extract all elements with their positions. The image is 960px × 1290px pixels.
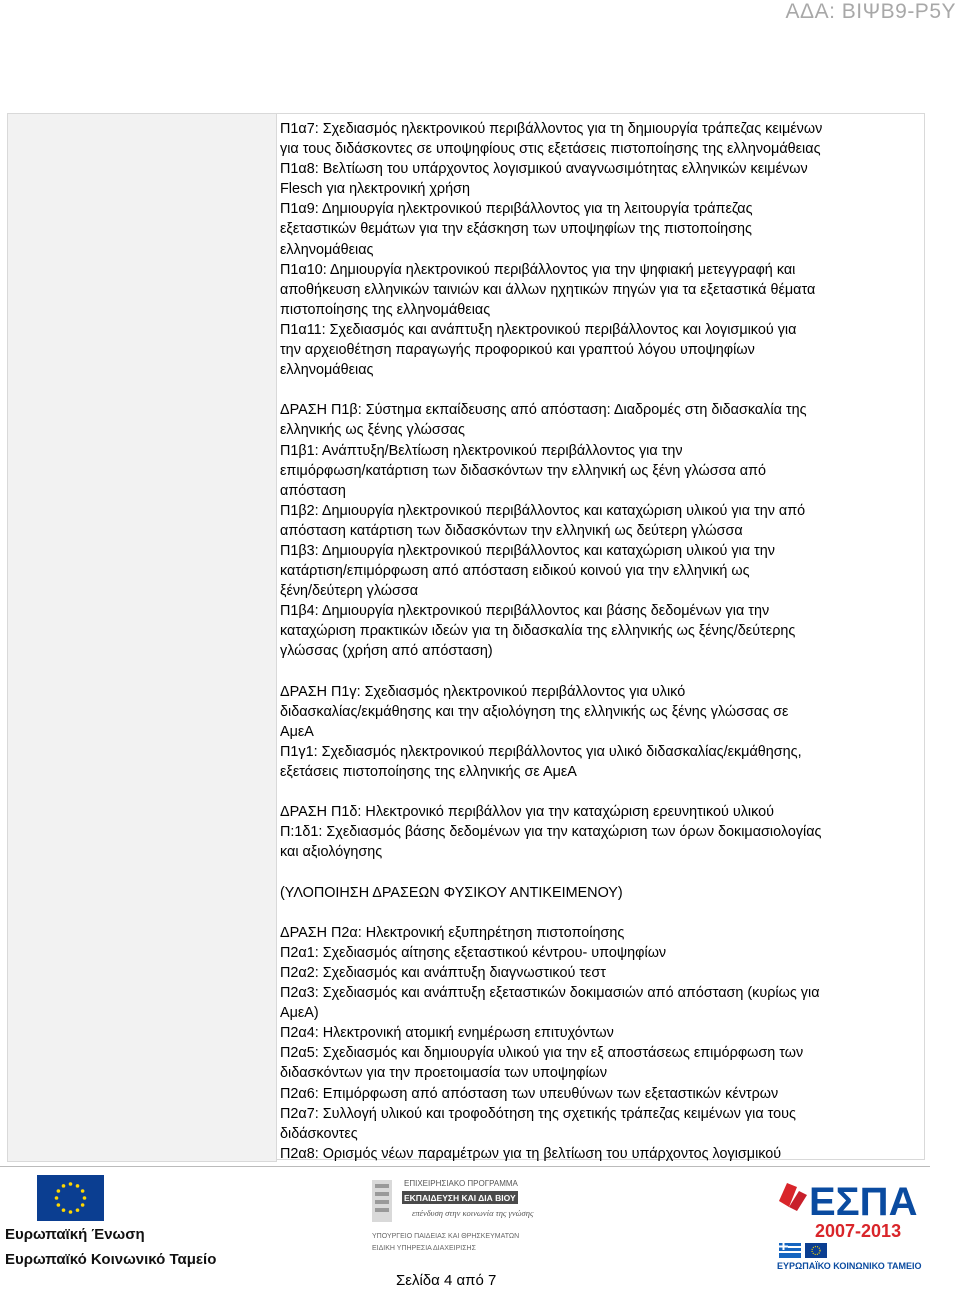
espa-years: 2007-2013	[815, 1221, 902, 1241]
eu-star-icon	[57, 1189, 61, 1193]
document-line: Π2α4: Ηλεκτρονική ατομική ενημέρωση επιτυχόντων	[280, 1025, 614, 1042]
eu-star-icon	[62, 1184, 66, 1188]
document-line: ελληνικής ως ξένης γλώσσας	[280, 422, 465, 439]
logo-line-4: ΥΠΟΥΡΓΕΙΟ ΠΑΙΔΕΙΑΣ ΚΑΙ ΘΡΗΣΚΕΥΜΑΤΩΝ	[372, 1233, 520, 1240]
document-line: ΑμεΑ	[280, 723, 314, 740]
eu-star-icon	[76, 1208, 80, 1212]
eu-star-icon	[69, 1182, 73, 1186]
document-line: καταχώριση πρακτικών ιδεών για τη διδασκαλία της ελληνικής ως ξένης/δεύτερης	[280, 623, 796, 640]
eu-star-icon	[62, 1208, 66, 1212]
document-line: Π2α2: Σχεδιασμός και ανάπτυξη διαγνωστικού τεστ	[280, 964, 606, 981]
document-line: Π2α1: Σχεδιασμός αίτησης εξεταστικού κέντρου- υποψηφίων	[280, 944, 667, 961]
espa-fund-label: ΕΥΡΩΠΑΪΚΟ ΚΟΙΝΩΝΙΚΟ ΤΑΜΕΙΟ	[777, 1261, 922, 1271]
eu-star-icon	[76, 1184, 80, 1188]
blank-line	[280, 662, 920, 682]
eu-star-icon	[81, 1203, 85, 1207]
document-line: Flesch για ηλεκτρονική χρήση	[280, 181, 470, 198]
document-line: Π1α10: Δημιουργία ηλεκτρονικού περιβάλλοντος για την ψηφιακή μετεγγραφή και	[280, 261, 796, 278]
esf-label: Ευρωπαϊκό Κοινωνικό Ταμείο	[5, 1251, 217, 1268]
footer-divider	[0, 1166, 930, 1167]
document-line: απόσταση	[280, 482, 346, 499]
eu-star-icon	[83, 1196, 87, 1200]
document-line: διδασκόντων για την προετοιμασία των υποψηφίων	[280, 1065, 608, 1082]
eu-star-icon	[69, 1210, 73, 1214]
blank-line	[280, 862, 920, 882]
document-line: (ΥΛΟΠΟΙΗΣΗ ΔΡΑΣΕΩΝ ΦΥΣΙΚΟΥ ΑΝΤΙΚΕΙΜΕΝΟΥ)	[280, 884, 623, 901]
document-line: Π2α8: Ορισμός νέων παραμέτρων για τη βελτίωση του υπάρχοντος λογισμικού	[280, 1145, 782, 1162]
document-line: ΔΡΑΣΗ Π1γ: Σχεδιασμός ηλεκτρονικού περιβάλλοντος για υλικό	[280, 683, 686, 700]
logo-line-5: ΕΙΔΙΚΗ ΥΠΗΡΕΣΙΑ ΔΙΑΧΕΙΡΙΣΗΣ	[372, 1245, 476, 1252]
document-line: Π1β1: Ανάπτυξη/Βελτίωση ηλεκτρονικού περιβάλλοντος για την	[280, 442, 683, 459]
document-line: ΔΡΑΣΗ Π1δ: Ηλεκτρονικό περιβάλλον για την καταχώριση ερευνητικού υλικού	[280, 804, 775, 821]
document-line: κατάρτιση/επιμόρφωση από απόσταση ειδικού κοινού για την ελληνική ως	[280, 563, 750, 580]
document-line: εξετάσεις πιστοποίησης της ελληνικής σε ΑμεΑ	[280, 764, 577, 780]
document-line: επιμόρφωση/κατάρτιση των διδασκόντων την ελληνική ως ξένη γλώσσα από	[280, 462, 767, 479]
document-line: Π2α7: Συλλογή υλικού και τροφοδότηση της σχετικής τράπεζας κειμένων για τους	[280, 1105, 796, 1122]
document-line: διδασκαλίας/εκμάθησης και την αξιολόγηση της ελληνικής ως ξένης γλώσσας σε	[280, 703, 789, 720]
document-line: ΔΡΑΣΗ Π2α: Ηλεκτρονική εξυπηρέτηση πιστοποίησης	[280, 924, 625, 941]
blank-line	[280, 380, 920, 400]
logo-line-1: ΕΠΙΧΕΙΡΗΣΙΑΚΟ ΠΡΟΓΡΑΜΜΑ	[404, 1179, 518, 1188]
document-body	[280, 119, 920, 1164]
document-line: ΔΡΑΣΗ Π1β: Σύστημα εκπαίδευσης από απόσταση: Διαδρομές στη διδασκαλία της	[280, 402, 807, 419]
table-left-cell	[7, 113, 277, 1162]
eu-star-icon	[55, 1196, 59, 1200]
eu-star-icon	[57, 1203, 61, 1207]
document-line: ελληνομάθειας	[280, 362, 374, 379]
document-line: Π1β2: Δημιουργία ηλεκτρονικού περιβάλλοντος και καταχώριση υλικού για την από	[280, 502, 806, 519]
operational-programme-logo	[372, 1176, 556, 1256]
document-line: εξεταστικών θεμάτων για την εξάσκηση των υποψηφίων της πιστοποίησης	[280, 221, 752, 238]
page-number: Σελίδα 4 από 7	[396, 1272, 497, 1289]
logo-line-3: επένδυση στην κοινωνία της γνώσης	[412, 1208, 534, 1218]
document-line: Π1α9: Δημιουργία ηλεκτρονικού περιβάλλοντος για τη λειτουργία τράπεζας	[280, 201, 753, 218]
blank-line	[280, 782, 920, 802]
document-line: Π2α6: Επιμόρφωση από απόσταση των υπευθύνων των εξεταστικών κέντρων	[280, 1085, 779, 1102]
document-line: ξένη/δεύτερη γλώσσα	[280, 583, 419, 600]
document-line: Π2α3: Σχεδιασμός και ανάπτυξη εξεταστικών δοκιμασιών από απόσταση (κυρίως για	[280, 985, 820, 1002]
document-line: αποθήκευση ελληνικών ταινιών και άλλων ηχητικών πηγών για τα εξεταστικά θέματα	[280, 281, 816, 298]
document-line: Π1α8: Βελτίωση του υπάρχοντος λογισμικού αναγνωσιμότητας ελληνικών κειμένων	[280, 161, 808, 178]
espa-logo	[775, 1173, 925, 1271]
eu-flag-logo	[37, 1175, 104, 1221]
document-line: Π1γ1: Σχεδιασμός ηλεκτρονικού περιβάλλοντος για υλικό διδασκαλίας/εκμάθησης,	[280, 743, 802, 760]
document-line: ΑμεΑ)	[280, 1005, 319, 1022]
eu-star-icon	[81, 1189, 85, 1193]
document-line: ελληνομάθειας	[280, 241, 374, 258]
document-line: γλώσσας (χρήση από απόσταση)	[280, 643, 493, 660]
document-line: και αξιολόγησης	[280, 844, 383, 861]
document-line: Π1β3: Δημιουργία ηλεκτρονικού περιβάλλοντος και καταχώριση υλικού για την	[280, 542, 775, 559]
document-line: για τους διδάσκοντες σε υποψηφίους στις εξετάσεις πιστοποίησης της ελληνομάθειας	[280, 141, 821, 158]
blank-line	[280, 903, 920, 923]
document-line: απόσταση κατάρτιση των διδασκόντων την ελληνική ως δεύτερη γλώσσα	[280, 522, 743, 539]
document-line: Π1α7: Σχεδιασμός ηλεκτρονικού περιβάλλοντος για τη δημιουργία τράπεζας κειμένων	[280, 121, 823, 137]
espa-title: ΕΣΠΑ	[809, 1180, 918, 1224]
document-line: Π1α11: Σχεδιασμός και ανάπτυξη ηλεκτρονικού περιβάλλοντος και λογισμικού για	[280, 321, 797, 338]
logo-line-2: ΕΚΠΑΙΔΕΥΣΗ ΚΑΙ ΔΙΑ ΒΙΟΥ ΜΑΘΗΣΗ	[404, 1193, 556, 1203]
ada-code: ΑΔΑ: ΒΙΨΒ9-Ρ5Υ	[785, 0, 956, 23]
document-line: διδάσκοντες	[280, 1125, 358, 1142]
document-line: πιστοποίησης της ελληνομάθειας	[280, 301, 491, 318]
eu-label: Ευρωπαϊκή Ένωση	[5, 1226, 145, 1243]
document-line: Π2α5: Σχεδιασμός και δημιουργία υλικού για την εξ αποστάσεως επιμόρφωση των	[280, 1045, 804, 1062]
document-line: Π1β4: Δημιουργία ηλεκτρονικού περιβάλλοντος και βάσης δεδομένων για την	[280, 603, 770, 620]
document-line: την αρχειοθέτηση παραγωγής προφορικού και γραπτού λόγου υποψηφίων	[280, 342, 755, 359]
document-line: Π:1δ1: Σχεδιασμός βάσης δεδομένων για την καταχώριση των όρων δοκιμασιολογίας	[280, 824, 822, 841]
